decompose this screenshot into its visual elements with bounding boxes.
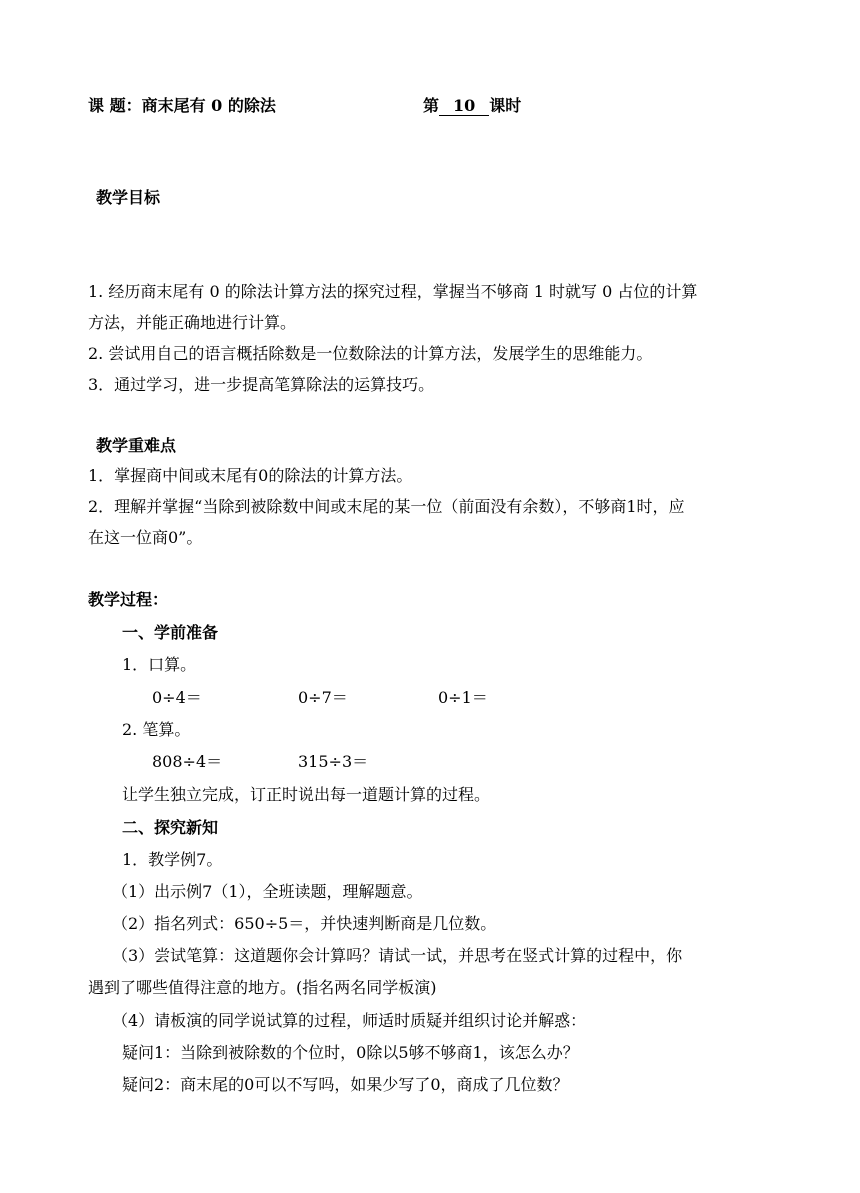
goal-item-1: 1. 经历商末尾有 0 的除法计算方法的探究过程，掌握当不够商 1 时就写 0 占位的计算 xyxy=(88,282,698,301)
step-4: （4）请板演的同学说试算的过程，师适时质疑并组织讨论并解惑： xyxy=(112,1011,587,1030)
title-label: 课 题： xyxy=(88,96,142,115)
question-1: 疑问1：当除到被除数的个位时，0除以5够不够商1，该怎么办？ xyxy=(122,1043,579,1062)
key-points-heading: 教学重难点 xyxy=(96,436,177,455)
step-1: （1）出示例7（1），全班读题，理解题意。 xyxy=(112,882,423,901)
lesson-number-value: 10 xyxy=(439,97,489,116)
oral-problem: 0÷1＝ xyxy=(438,688,488,707)
oral-problem: 0÷7＝ xyxy=(298,688,348,707)
step-2: （2）指名列式：650÷5＝，并快速判断商是几位数。 xyxy=(112,914,497,933)
step-3-cont: 遇到了哪些值得注意的地方。(指名两名同学板演) xyxy=(88,978,437,997)
lesson-title: 商末尾有 0 的除法 xyxy=(141,96,276,115)
written-problem: 315÷3＝ xyxy=(298,752,369,771)
goal-item-3: 3．通过学习，进一步提高笔算除法的运算技巧。 xyxy=(88,375,435,394)
section1-title: 一、学前准备 xyxy=(122,623,219,642)
step-3: （3）尝试笔算：这道题你会计算吗？请试一试，并思考在竖式计算的过程中，你 xyxy=(112,946,683,965)
written-label: 2. 笔算。 xyxy=(122,720,191,739)
section2-title: 二、探究新知 xyxy=(122,818,219,837)
lesson-header xyxy=(88,96,276,116)
question-2: 疑问2：商末尾的0可以不写吗，如果少写了0，商成了几位数？ xyxy=(122,1075,569,1094)
lesson-number xyxy=(423,96,521,116)
section1-note: 让学生独立完成，订正时说出每一道题计算的过程。 xyxy=(122,785,491,804)
lesson-suffix: 课时 xyxy=(489,96,522,115)
goal-item-2: 2. 尝试用自己的语言概括除数是一位数除法的计算方法，发展学生的思维能力。 xyxy=(88,344,653,363)
goal-item-1-cont: 方法，并能正确地进行计算。 xyxy=(88,313,297,332)
goals-heading: 教学目标 xyxy=(96,188,161,207)
process-heading: 教学过程： xyxy=(88,590,169,609)
lesson-prefix: 第 xyxy=(423,96,440,115)
written-problem: 808÷4＝ xyxy=(152,752,223,771)
key-point-1: 1．掌握商中间或末尾有0的除法的计算方法。 xyxy=(88,466,413,485)
oral-problem: 0÷4＝ xyxy=(152,688,202,707)
example-label: 1．教学例7。 xyxy=(122,850,223,869)
key-point-2: 2．理解并掌握“当除到被除数中间或末尾的某一位（前面没有余数），不够商1时，应 xyxy=(88,497,685,516)
key-point-2-cont: 在这一位商0”。 xyxy=(88,528,203,547)
oral-label: 1．口算。 xyxy=(122,655,197,674)
